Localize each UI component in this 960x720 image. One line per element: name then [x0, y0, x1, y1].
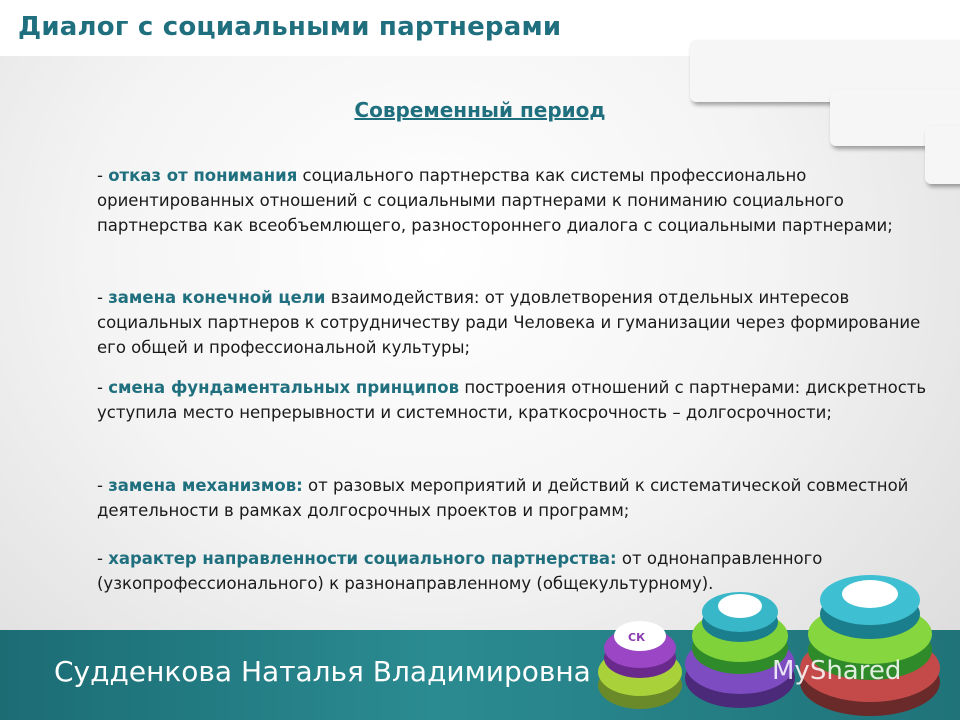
watermark-label: MyShared [772, 656, 902, 686]
bullet-paragraph: - отказ от понимания социального партнерства как системы профессионально ориентированных отношений с социальными партнерами к пониманию социального партнерства как всеобъемлющего, разностороннего диалога с социальными партнерами; [97, 166, 893, 235]
author-name: Судденкова Наталья Владимировна [54, 655, 591, 688]
bullet-keyword: характер направленности социального партнерства: [108, 549, 617, 568]
bullet-paragraph: - замена механизмов: от разовых мероприятий и действий к систематической совместной деятельности в рамках долгосрочных проектов и программ; [97, 476, 909, 520]
bullet-text: от однонаправленного (узкопрофессионального) к разнонаправленному (общекультурному). [97, 549, 823, 593]
slide-title: Диалог с социальными партнерами [18, 12, 562, 42]
bullet-text: социального партнерства как системы профессионально ориентированных отношений с социальными партнерами к пониманию социального партнерства как всеобъемлющего, разностороннего диалога с социальными партнерами; [97, 166, 893, 235]
bullet-text: от разовых мероприятий и действий к систематической совместной деятельности в рамках долгосрочных проектов и программ; [97, 476, 909, 520]
bullet-keyword: замена механизмов: [108, 476, 303, 495]
bullet-keyword: отказ от понимания [108, 166, 298, 185]
bullet-paragraph: - смена фундаментальных принципов построения отношений с партнерами: дискретность уступила место непрерывности и системности, краткосрочность – долгосрочности; [97, 378, 927, 422]
bullet-paragraph: - характер направленности социального партнерства: от однонаправленного (узкопрофессионального) к разнонаправленному (общекультурному). [97, 549, 823, 593]
bullet-keyword: замена конечной цели [108, 288, 326, 307]
slide-subtitle: Современный период [354, 98, 606, 122]
bullet-text: построения отношений с партнерами: дискретность уступила место непрерывности и системности, краткосрочность – долгосрочности; [97, 378, 927, 422]
stacked-disks-logo-icon [590, 560, 960, 720]
bullet-paragraph: - замена конечной цели взаимодействия: от удовлетворения отдельных интересов социальных партнеров к сотрудничеству ради Человека и гуманизации через формирование его общей и профессиональной культуры; [97, 288, 921, 357]
bullet-keyword: смена фундаментальных принципов [108, 378, 460, 397]
bullet-text: взаимодействия: от удовлетворения отдельных интересов социальных партнеров к сотрудничеству ради Человека и гуманизации через формирование его общей и профессиональной культуры; [97, 288, 921, 357]
logo-text: СК [628, 631, 646, 644]
